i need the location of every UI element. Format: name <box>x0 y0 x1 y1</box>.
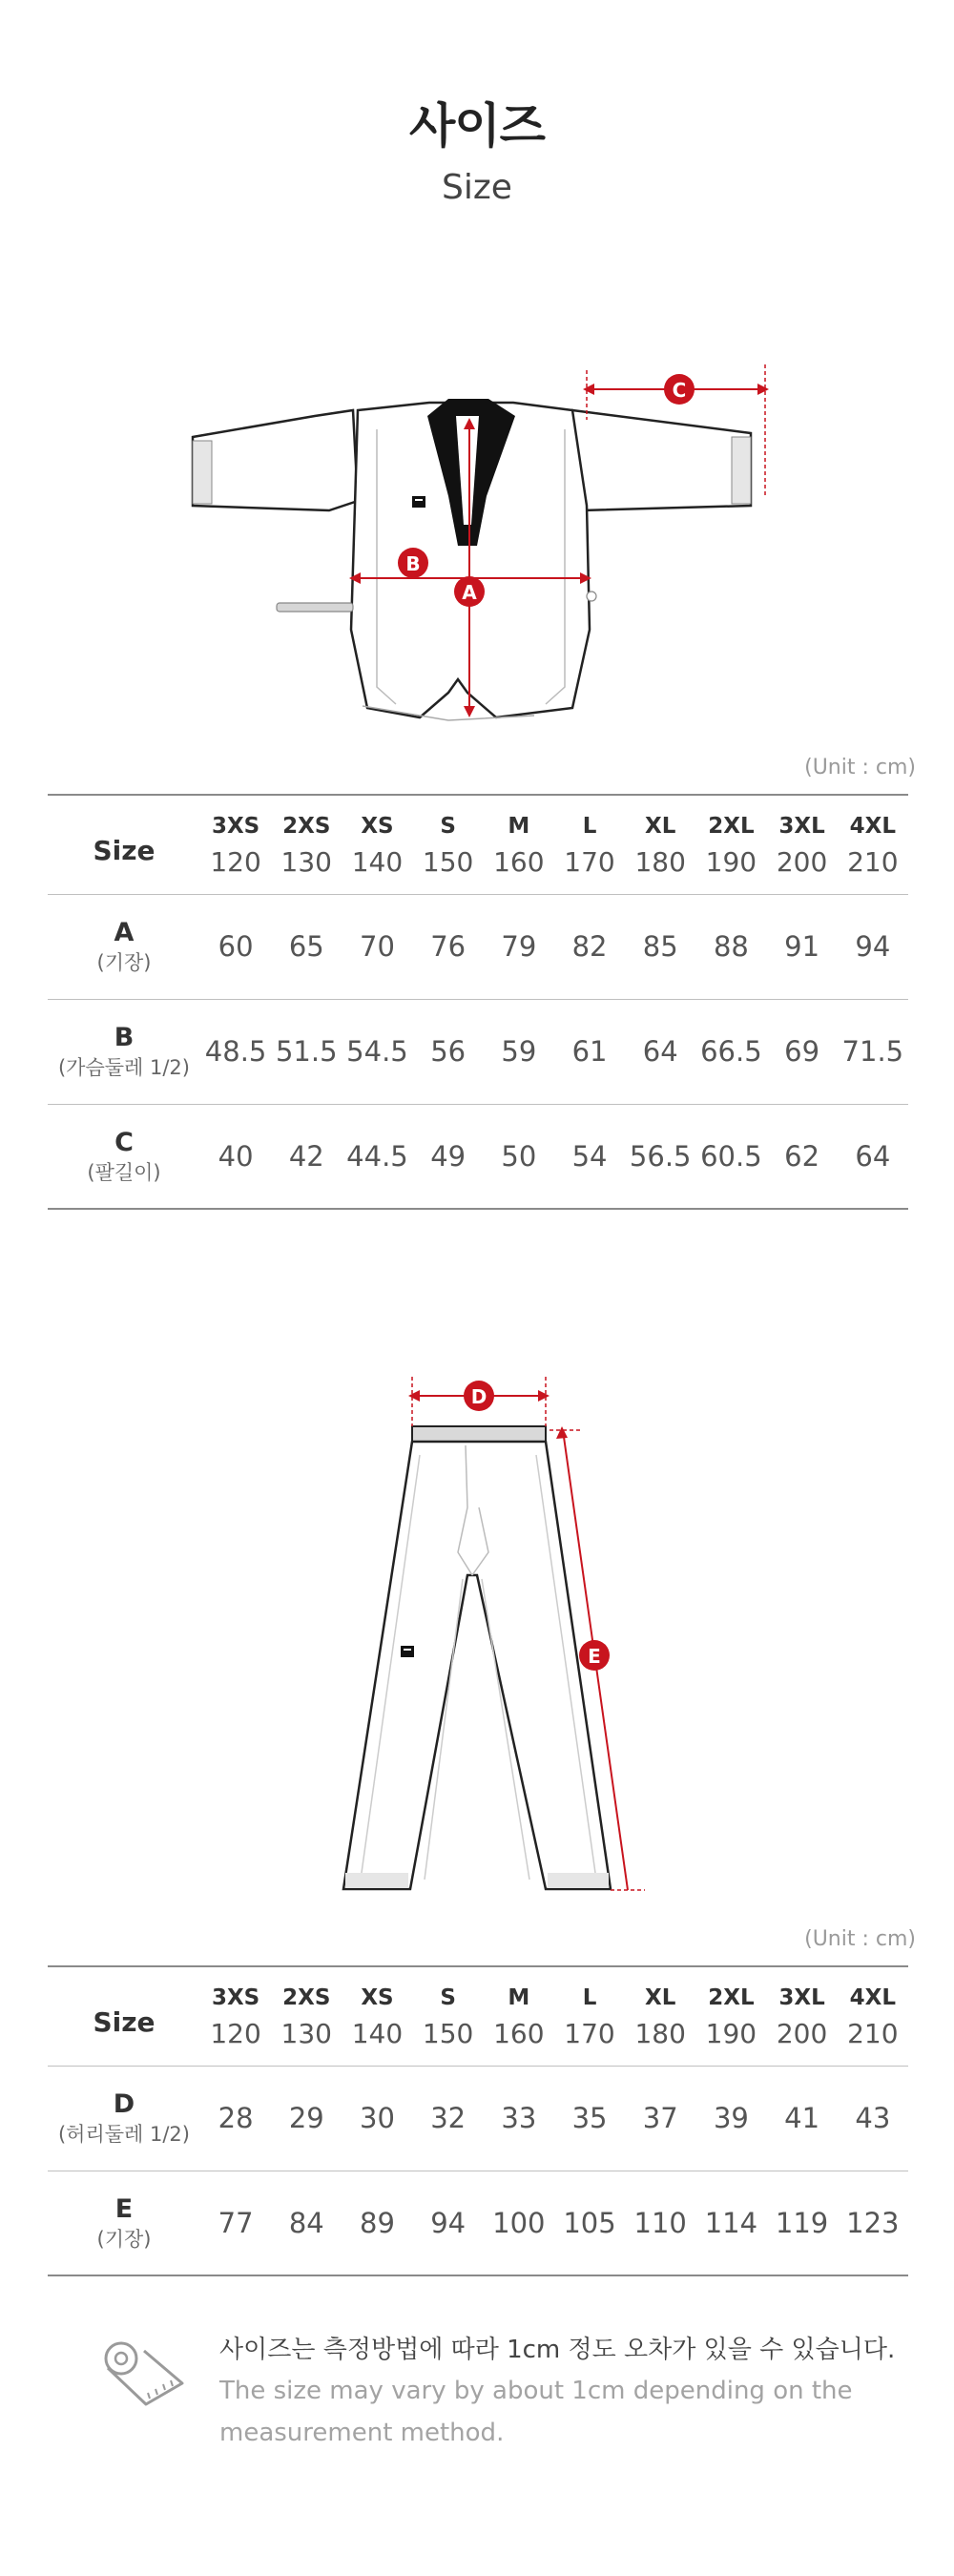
row-description: (기장) <box>96 951 152 974</box>
table-cell: 100 <box>484 2171 554 2275</box>
size-name: 3XL <box>767 1966 838 2016</box>
row-letter: B <box>114 1023 135 1052</box>
table-cell: 105 <box>554 2171 625 2275</box>
table-cell: 50 <box>484 1104 554 1209</box>
table-cell: 69 <box>767 999 838 1104</box>
jacket-illustration <box>172 353 782 725</box>
row-header <box>48 2171 200 2275</box>
size-number: 170 <box>564 846 615 879</box>
size-name: L <box>554 795 625 844</box>
size-number: 160 <box>493 2018 545 2050</box>
table-cell: 77 <box>200 2171 271 2275</box>
table-cell: 114 <box>695 2171 766 2275</box>
row-description: (팔길이) <box>87 1160 161 1184</box>
row-description: (가슴둘레 1/2) <box>57 1056 190 1079</box>
marker-a <box>454 576 485 607</box>
table-cell: 82 <box>554 894 625 999</box>
table-cell: 37 <box>625 2066 695 2171</box>
table-cell: 66.5 <box>695 999 766 1104</box>
size-number: 190 <box>705 846 757 879</box>
table-cell: 123 <box>838 2171 908 2275</box>
table-cell: 54 <box>554 1104 625 1209</box>
table-cell: 49 <box>413 1104 484 1209</box>
table-cell: 119 <box>767 2171 838 2275</box>
jacket-size-table <box>48 794 908 1210</box>
jacket-figure <box>172 353 782 725</box>
table-cell: 94 <box>838 894 908 999</box>
table-cell: 39 <box>695 2066 766 2171</box>
marker-c <box>664 374 695 405</box>
marker-d-label: D <box>470 1385 487 1408</box>
table-cell: 32 <box>413 2066 484 2171</box>
row-letter: C <box>114 1127 134 1157</box>
table-row <box>48 894 908 999</box>
table-cell: 60 <box>200 894 271 999</box>
table-cell: 85 <box>625 894 695 999</box>
row-letter: D <box>113 2089 135 2119</box>
size-number: 150 <box>422 846 474 879</box>
table-cell: 33 <box>484 2066 554 2171</box>
size-number: 190 <box>705 2018 757 2050</box>
size-name: M <box>484 1966 554 2016</box>
marker-e <box>579 1640 610 1671</box>
size-name: XL <box>625 795 695 844</box>
size-name: 3XL <box>767 795 838 844</box>
size-name: XS <box>342 1966 412 2016</box>
size-name: XL <box>625 1966 695 2016</box>
table-cell: 40 <box>200 1104 271 1209</box>
size-name-row <box>48 795 908 844</box>
marker-c-label: C <box>672 379 687 402</box>
marker-a-label: A <box>462 581 477 604</box>
table-cell: 56 <box>413 999 484 1104</box>
table-cell: 71.5 <box>838 999 908 1104</box>
marker-d <box>464 1381 494 1411</box>
table-cell: 29 <box>271 2066 342 2171</box>
table-cell: 28 <box>200 2066 271 2171</box>
table-cell: 91 <box>767 894 838 999</box>
row-description: (기장) <box>96 2227 152 2251</box>
table-cell: 94 <box>413 2171 484 2275</box>
table-row <box>48 2066 908 2171</box>
table-cell: 30 <box>342 2066 412 2171</box>
marker-e-label: E <box>588 1645 601 1668</box>
page-title: 사이즈 <box>409 98 545 154</box>
size-label: Size <box>93 834 156 866</box>
size-name: S <box>413 1966 484 2016</box>
table-row <box>48 2171 908 2275</box>
row-header <box>48 894 200 999</box>
row-header <box>48 1104 200 1209</box>
measurement-note <box>0 2309 954 2500</box>
row-description: (허리둘레 1/2) <box>57 2123 190 2146</box>
note-text-korean: 사이즈는 측정방법에 따라 1cm 정도 오차가 있을 수 있습니다. <box>219 2336 896 2364</box>
row-header <box>48 2066 200 2171</box>
table-cell: 56.5 <box>625 1104 695 1209</box>
size-number: 160 <box>493 846 545 879</box>
table-cell: 59 <box>484 999 554 1104</box>
size-number: 210 <box>847 846 899 879</box>
table-cell: 44.5 <box>342 1104 412 1209</box>
size-name: 2XS <box>271 795 342 844</box>
table-cell: 62 <box>767 1104 838 1209</box>
table-cell: 88 <box>695 894 766 999</box>
size-name: XS <box>342 795 412 844</box>
size-name: 4XL <box>838 1966 908 2016</box>
table-cell: 70 <box>342 894 412 999</box>
size-name: 3XS <box>200 795 271 844</box>
size-name: 3XS <box>200 1966 271 2016</box>
size-number: 210 <box>847 2018 899 2050</box>
table-cell: 35 <box>554 2066 625 2171</box>
table-cell: 61 <box>554 999 625 1104</box>
tape-measure-icon <box>100 2336 186 2416</box>
table-cell: 42 <box>271 1104 342 1209</box>
size-number: 120 <box>210 846 261 879</box>
size-name: 4XL <box>838 795 908 844</box>
size-number: 140 <box>351 846 404 879</box>
table-cell: 64 <box>838 1104 908 1209</box>
size-number: 170 <box>564 2018 615 2050</box>
size-header <box>48 795 200 894</box>
table-cell: 41 <box>767 2066 838 2171</box>
size-label: Size <box>93 2005 156 2038</box>
size-name: S <box>413 795 484 844</box>
size-number: 200 <box>776 2018 828 2050</box>
size-number: 200 <box>776 846 828 879</box>
table-row <box>48 1104 908 1209</box>
table-cell: 60.5 <box>695 1104 766 1209</box>
size-number: 180 <box>634 2018 686 2050</box>
marker-b <box>398 548 428 578</box>
table-cell: 89 <box>342 2171 412 2275</box>
marker-b-label: B <box>405 552 421 575</box>
table-cell: 54.5 <box>342 999 412 1104</box>
table-cell: 79 <box>484 894 554 999</box>
size-number: 180 <box>634 846 686 879</box>
pants-illustration <box>324 1350 649 1903</box>
size-number: 120 <box>210 2018 261 2050</box>
pants-figure <box>324 1350 649 1903</box>
table-cell: 76 <box>413 894 484 999</box>
unit-label: (Unit : cm) <box>804 1927 916 1951</box>
size-name: 2XL <box>695 795 766 844</box>
row-letter: A <box>114 918 135 947</box>
unit-label: (Unit : cm) <box>804 756 916 779</box>
size-number: 140 <box>351 2018 404 2050</box>
size-name: 2XS <box>271 1966 342 2016</box>
table-cell: 48.5 <box>200 999 271 1104</box>
table-cell: 51.5 <box>271 999 342 1104</box>
page-subtitle: Size <box>442 168 512 207</box>
size-name-row <box>48 1966 908 2016</box>
table-row <box>48 999 908 1104</box>
size-name: 2XL <box>695 1966 766 2016</box>
table-cell: 43 <box>838 2066 908 2171</box>
table-cell: 65 <box>271 894 342 999</box>
size-number: 130 <box>280 846 332 879</box>
table-cell: 110 <box>625 2171 695 2275</box>
size-name: M <box>484 795 554 844</box>
table-cell: 84 <box>271 2171 342 2275</box>
note-text-english: The size may vary by about 1cm depending on the measurement method. <box>219 2377 853 2447</box>
size-name: L <box>554 1966 625 2016</box>
table-cell: 64 <box>625 999 695 1104</box>
size-number: 130 <box>280 2018 332 2050</box>
size-number: 150 <box>422 2018 474 2050</box>
row-letter: E <box>114 2193 134 2224</box>
pants-size-table <box>48 1965 908 2276</box>
size-header <box>48 1966 200 2066</box>
row-header <box>48 999 200 1104</box>
